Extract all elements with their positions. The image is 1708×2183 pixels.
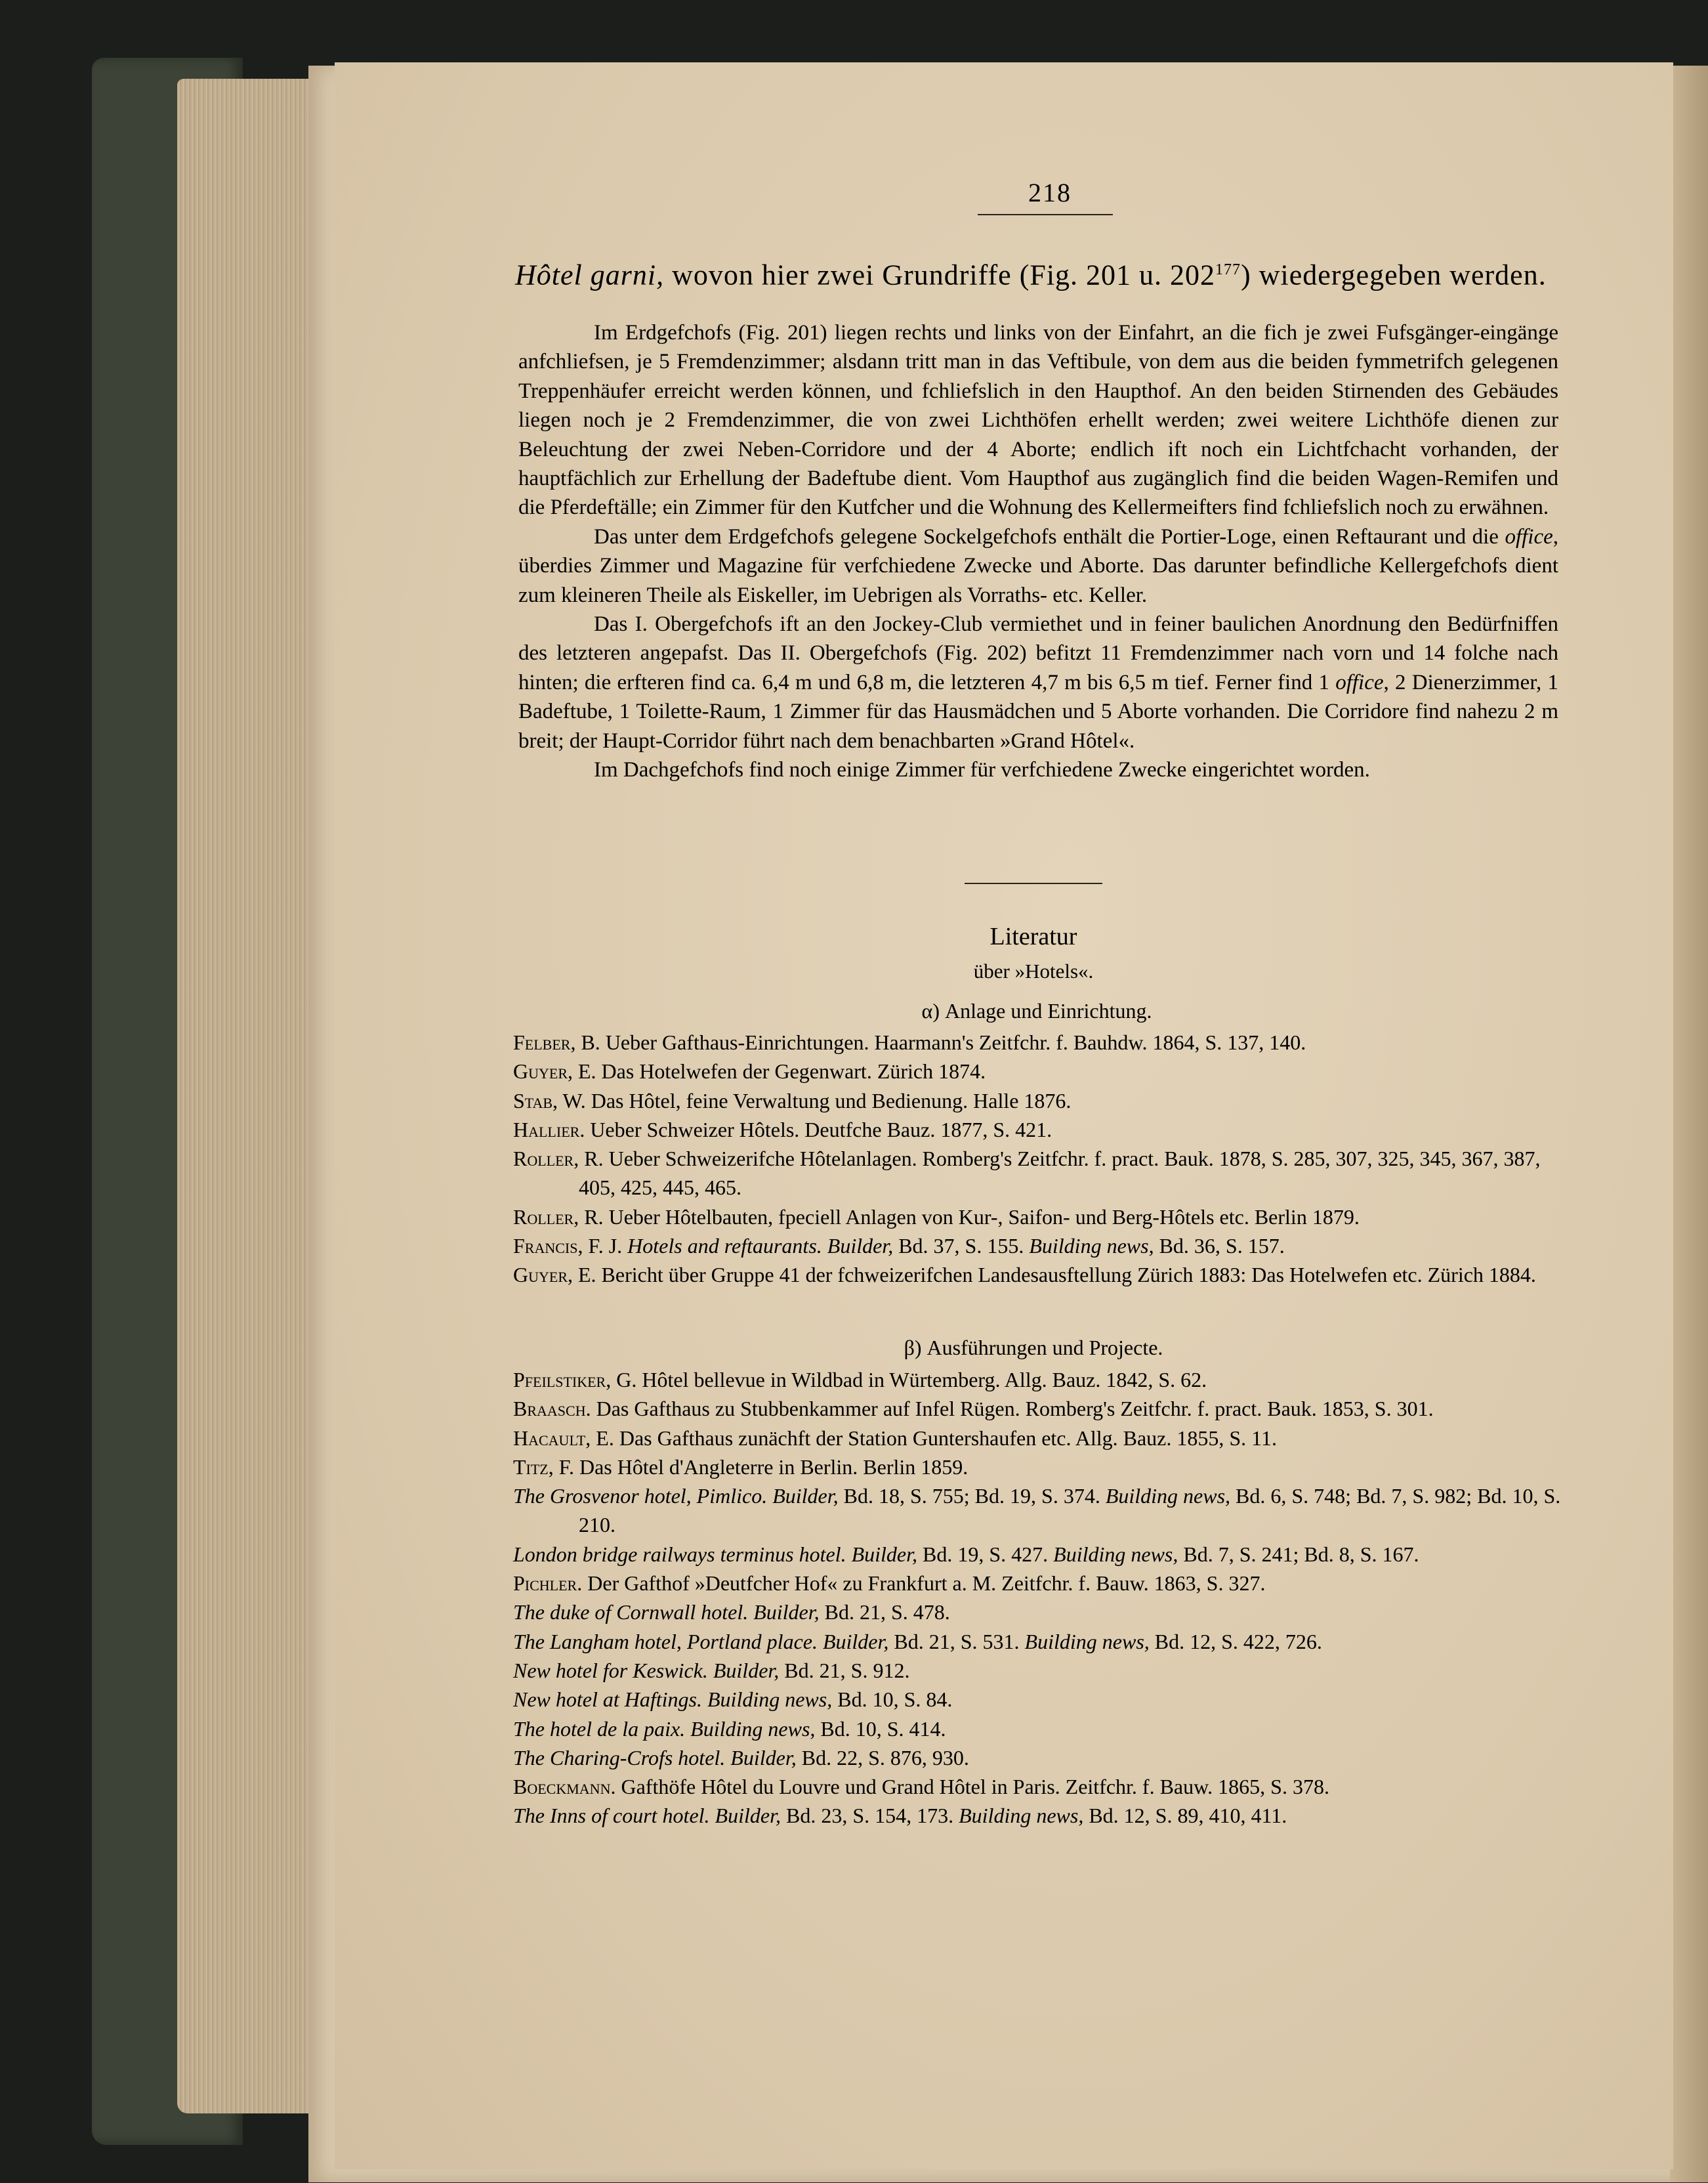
- reference-author: Hacault, E.: [513, 1426, 614, 1450]
- reference-text: Bd. 21, S. 912.: [779, 1658, 910, 1682]
- paragraph-2-b: , überdies Zimmer und Magazine für verfchiedene Zwecke und Aborte. Das darunter befindliche Kellergefchofs dient zum kleineren Theile als Eiskeller, im Uebrigen als Vorraths- etc. Keller.: [518, 524, 1558, 607]
- reference-text: Das Hotelwefen der Gegenwart. Zürich 1874.: [596, 1059, 986, 1084]
- reference-text: Bd. 22, S. 876, 930.: [796, 1745, 969, 1770]
- reference-text: Bd. 23, S. 154, 173.: [780, 1804, 959, 1828]
- reference-text: Hôtel bellevue in Wildbad in Würtemberg. Allg. Bauz. 1842, S. 62.: [636, 1368, 1207, 1391]
- intro-hotel: Hôtel garni,: [515, 259, 665, 291]
- reference-entry: [513, 1743, 1563, 1772]
- reference-entry: [513, 1452, 1563, 1481]
- reference-entry: [513, 1801, 1563, 1830]
- reference-text2: Bd. 36, S. 157.: [1154, 1234, 1285, 1258]
- reference-italic: The Charing-Crofs hotel. Builder,: [513, 1745, 797, 1770]
- literature-subtitle: über »Hotels«.: [973, 960, 1094, 983]
- reference-italic: The hotel de la paix. Building news,: [513, 1716, 816, 1741]
- paragraph-1: Im Erdgefchofs (Fig. 201) liegen rechts und links von der Einfahrt, an die fich je zwei Fufsgänger-eingänge anfchliefsen, je 5 Fremdenzimmer; alsdann tritt man in das Veftibule, von dem aus die beiden fymmetrifch gelegenen Treppenhäufer erreicht werden können, und fchliefslich in den Haupthof. An den beiden Stirnenden des Gebäudes liegen noch je 2 Fremdenzimmer, die von zwei Lichthöfen erhellt werden; zwei weitere Lichthöfe dienen zur Beleuchtung der zwei Neben-Corridore und der 4 Aborte; endlich ift noch ein Lichtfchacht vorhanden, der hauptfächlich zur Erhellung der Badeftube dient. Vom Haupthof aus zugänglich find die beiden Wagen-Remifen und die Pferdeftälle; ein Zimmer für den Kutfcher und die Wohnung des Kellermeifters find fchliefslich noch zu erwähnen.: [518, 321, 1558, 520]
- reference-entry: [513, 1627, 1563, 1656]
- reference-text: Bd. 21, S. 478.: [819, 1600, 950, 1624]
- intro-text-before: wovon hier zwei Grundriffe (Fig. 201 u. 202: [664, 259, 1216, 291]
- reference-italic: New hotel for Keswick. Builder,: [513, 1658, 780, 1682]
- paragraph-3: [518, 610, 1558, 755]
- reference-entry: [513, 1481, 1563, 1540]
- reference-author: Guyer, E.: [513, 1059, 596, 1084]
- reference-entry: [513, 1772, 1563, 1801]
- reference-text: Ueber Hôtelbauten, fpeciell Anlagen von Kur-, Saifon- und Berg-Hôtels etc. Berlin 1879.: [603, 1204, 1360, 1229]
- reference-text: Das Hôtel, feine Verwaltung und Bedienung. Halle 1876.: [585, 1088, 1072, 1113]
- reference-italic2: Building news,: [1105, 1484, 1231, 1508]
- reference-entry: [513, 1365, 1563, 1394]
- reference-italic: New hotel at Haftings. Building news,: [513, 1687, 833, 1712]
- right-page-edge: [1670, 66, 1708, 2182]
- reference-author: Pichler.: [513, 1571, 583, 1596]
- reference-text2: Bd. 12, S. 422, 726.: [1149, 1629, 1322, 1653]
- section-divider: [965, 883, 1102, 884]
- reference-entry: [513, 1598, 1563, 1626]
- page-number: 218: [1028, 178, 1072, 207]
- reference-author: Roller, R.: [513, 1147, 604, 1171]
- reference-text: Gafthöfe Hôtel du Louvre und Grand Hôtel in Paris. Zeitfchr. f. Bauw. 1865, S. 378.: [615, 1775, 1329, 1799]
- reference-text: Das Gafthaus zu Stubbenkammer auf Infel Rügen. Romberg's Zeitfchr. f. pract. Bauk. 1853, S. 301.: [591, 1397, 1434, 1421]
- reference-entry: [513, 1028, 1563, 1057]
- reference-italic: London bridge railways terminus hotel. Builder,: [513, 1542, 917, 1566]
- reference-text: Ueber Schweizer Hôtels. Deutfche Bauz. 1877, S. 421.: [585, 1117, 1052, 1141]
- reference-italic: The Inns of court hotel. Builder,: [513, 1804, 781, 1828]
- reference-entry: [513, 1057, 1563, 1086]
- reference-entry: [513, 1540, 1563, 1569]
- reference-entry: [513, 1424, 1563, 1452]
- reference-author: Roller, R.: [513, 1204, 604, 1229]
- reference-text: Der Gafthof »Deutfcher Hof« zu Frankfurt a. M. Zeitfchr. f. Bauw. 1863, S. 327.: [582, 1571, 1266, 1596]
- reference-italic2: Building news,: [1053, 1542, 1178, 1566]
- reference-text: Bd. 10, S. 84.: [832, 1687, 953, 1712]
- paragraph-3-office: office: [1335, 670, 1384, 694]
- reference-italic2: Building news,: [1024, 1629, 1150, 1653]
- reference-text2: Bd. 7, S. 241; Bd. 8, S. 167.: [1178, 1542, 1419, 1566]
- reference-entry: [513, 1231, 1563, 1260]
- reference-text2: Bd. 12, S. 89, 410, 411.: [1083, 1804, 1287, 1828]
- reference-entry: [513, 1260, 1563, 1289]
- reference-entry: [513, 1394, 1563, 1423]
- reference-author: Stab, W.: [513, 1088, 586, 1113]
- paragraph-3-b: , 2 Dienerzimmer, 1 Badeftube, 1 Toilette-Raum, 1 Zimmer für das Hausmädchen und 5 Aborte vorhanden. Die Corridore find nahezu 2 m breit; der Haupt-Corridor führt nach dem benachbarten »Grand Hôtel«.: [518, 670, 1558, 753]
- paragraph-2-office: office: [1505, 524, 1553, 549]
- reference-text: Das Hôtel d'Angleterre in Berlin. Berlin 1859.: [573, 1454, 969, 1479]
- intro-text-after: ) wiedergegeben werden.: [1241, 259, 1547, 291]
- reference-text: Bd. 10, S. 414.: [815, 1716, 946, 1741]
- reference-entry: [513, 1086, 1563, 1115]
- reference-text: Bd. 37, S. 155.: [893, 1234, 1030, 1258]
- reference-text: Bd. 21, S. 531.: [888, 1629, 1025, 1653]
- section-b-heading: β) Ausführungen und Projecte.: [904, 1336, 1163, 1359]
- literature-title: Literatur: [989, 923, 1077, 950]
- reference-italic: Hotels and reftaurants. Builder,: [622, 1234, 894, 1258]
- reference-author: Felber, B.: [513, 1030, 600, 1054]
- paragraph-2: [518, 522, 1558, 610]
- reference-text: Bd. 19, S. 427.: [917, 1542, 1054, 1566]
- reference-entry: [513, 1115, 1563, 1144]
- reference-entry: [513, 1202, 1563, 1231]
- references-a: [513, 1028, 1563, 1290]
- reference-author: Pfeilstiker, G.: [513, 1368, 637, 1391]
- page-number-rule: [978, 214, 1113, 215]
- reference-italic: The duke of Cornwall hotel. Builder,: [513, 1600, 820, 1624]
- intro-line: [515, 253, 1565, 293]
- paragraph-2-a: Das unter dem Erdgefchofs gelegene Sockelgefchofs enthält die Portier-Loge, einen Reftaurant und die: [594, 524, 1505, 549]
- reference-text: Ueber Schweizerifche Hôtelanlagen. Romberg's Zeitfchr. f. pract. Bauk. 1878, S. 285, 307, 325, 345, 367, 387, 405, 425, 445, 465.: [579, 1147, 1541, 1200]
- footnote-ref: 177: [1215, 261, 1241, 278]
- references-b: [513, 1365, 1563, 1831]
- reference-author: Titz, F.: [513, 1454, 574, 1479]
- reference-text2: Bd. 6, S. 748; Bd. 7, S. 982; Bd. 10, S. 210.: [579, 1484, 1561, 1537]
- reference-entry: [513, 1685, 1563, 1714]
- reference-entry: [513, 1714, 1563, 1743]
- reference-italic2: Building news,: [959, 1804, 1084, 1828]
- paragraph-4: Im Dachgefchofs find noch einige Zimmer für verfchiedene Zwecke eingerichtet worden.: [594, 758, 1370, 782]
- reference-text: Bd. 18, S. 755; Bd. 19, S. 374.: [838, 1484, 1106, 1508]
- reference-author: Francis, F. J.: [513, 1234, 623, 1258]
- reference-italic: The Langham hotel, Portland place. Builder,: [513, 1629, 889, 1653]
- body-text: [518, 318, 1558, 785]
- reference-author: Hallier.: [513, 1117, 585, 1141]
- reference-text: Ueber Gafthaus-Einrichtungen. Haarmann's Zeitfchr. f. Bauhdw. 1864, S. 137, 140.: [600, 1030, 1306, 1054]
- reference-author: Guyer, E.: [513, 1263, 596, 1287]
- reference-author: Boeckmann.: [513, 1775, 616, 1799]
- reference-text: Das Gafthaus zunächft der Station Guntershaufen etc. Allg. Bauz. 1855, S. 11.: [614, 1426, 1277, 1450]
- reference-italic2: Building news,: [1029, 1234, 1154, 1258]
- paragraph-3-a: Das I. Obergefchofs ift an den Jockey-Club vermiethet und in feiner baulichen Anordnung den Bedürfniffen des letzteren angepafst. Das II. Obergefchofs (Fig. 202) befitzt 11 Fremdenzimmer nach vorn und 14 folche nach hinten; die erfteren find ca. 6,4 m und 6,8 m, die letzteren 4,7 m bis 6,5 m tief. Ferner find 1: [518, 612, 1558, 694]
- reference-author: Braasch.: [513, 1397, 591, 1421]
- reference-entry: [513, 1144, 1563, 1202]
- section-a-heading: α) Anlage und Einrichtung.: [921, 999, 1152, 1023]
- reference-italic: The Grosvenor hotel, Pimlico. Builder,: [513, 1484, 839, 1508]
- reference-entry: [513, 1656, 1563, 1685]
- reference-entry: [513, 1569, 1563, 1598]
- reference-text: Bericht über Gruppe 41 der fchweizerifchen Landesausftellung Zürich 1883: Das Hotelwefen etc. Zürich 1884.: [596, 1263, 1536, 1287]
